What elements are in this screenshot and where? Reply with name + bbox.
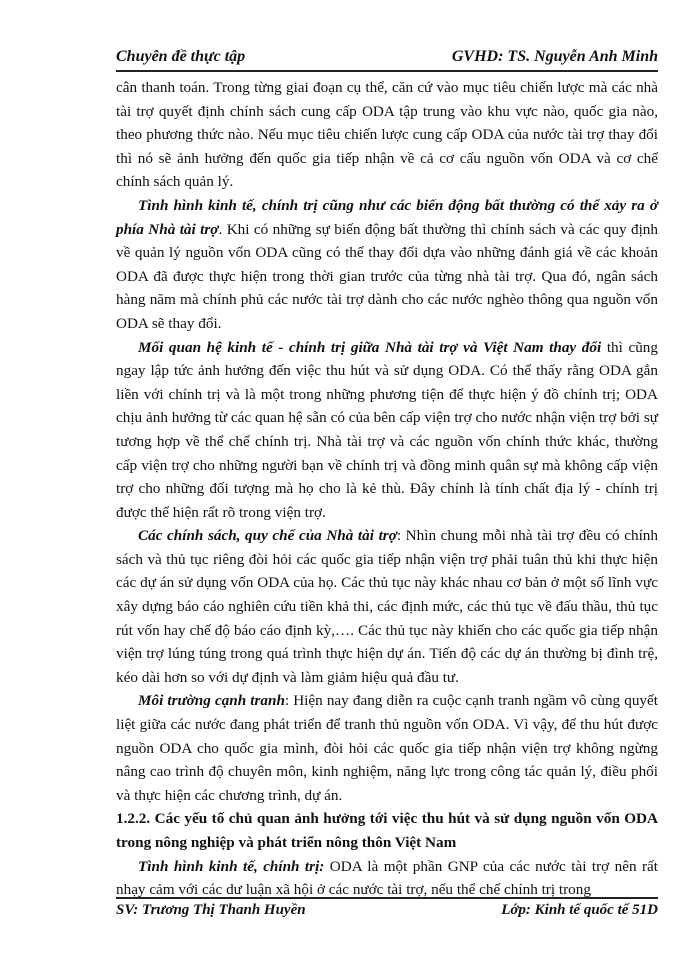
paragraph-4-lead: Các chính sách, quy chế của Nhà tài trợ [138,527,397,545]
page-header [116,36,658,72]
footer-class: Lớp: Kinh tế quốc tế 51D [501,902,658,918]
paragraph-2 [116,194,658,336]
page-footer [116,897,658,919]
paragraph-3-lead: Mối quan hệ kinh tế - chính trị giữa Nhà tài trợ và Việt Nam thay đổi [138,338,602,356]
paragraph-3-text: thì cũng ngay lập tức ảnh hưởng đến việc thu hút và sử dụng ODA. Có thể thấy rằng ODA gắn liền với chính trị và là một trong những phương tiện để thực hiện ý đồ chính trị; ODA chịu ảnh hưởng từ các quan hệ sẵn có của bên cấp viện trợ cho nước nhận viện trợ bởi sự tương hợp về thể chế chính trị. Nhà tài trợ và các nguồn vốn chính thức khác, thường cấp viện trợ cho những người bạn về chính trị và đồng minh quân sự mà không cấp viện trợ cho những đối tượng mà họ cho là kẻ thù. Đây chính là tính chất địa lý - chính trị được thể hiện rất rõ trong viện trợ. [116,338,658,521]
paragraph-5-text: : Hiện nay đang diễn ra cuộc cạnh tranh ngầm vô cùng quyết liệt giữa các nước đang phát triển để tranh thủ nguồn vốn ODA. Vì vậy, để thu hút được nguồn ODA cho quốc gia mình, đòi hỏi các quốc gia tiếp nhận viện trợ không ngừng nâng cao trình độ chuyên môn, kinh nghiệm, năng lực trong công tác quản lý, điều phối và thực hiện các chương trình, dự án. [116,692,658,804]
paragraph-1-text: cân thanh toán. Trong từng giai đoạn cụ thể, căn cứ vào mục tiêu chiến lược mà các nhà tài trợ quyết định chính sách cung cấp ODA tập trung vào khu vực nào, quốc gia nào, theo phương thức nào. Nếu mục tiêu chiến lược cung cấp ODA của nước tài trợ thay đổi thì nó sẽ ảnh hưởng đến quốc gia tiếp nhận về cả cơ cấu nguồn vốn ODA và cơ chế chính sách quản lý. [116,79,658,191]
paragraph-6-lead: Tình hình kinh tế, chính trị: [138,857,325,875]
paragraph-5-lead: Môi trường cạnh tranh [138,692,285,710]
section-heading: 1.2.2. Các yếu tố chủ quan ảnh hưởng tới việc thu hút và sử dụng nguồn vốn ODA trong nông nghiệp và phát triển nông thôn Việt Nam [116,810,658,851]
header-supervisor: GVHD: TS. Nguyễn Anh Minh [451,48,658,65]
paragraph-5 [116,689,658,807]
paragraph-3 [116,336,658,525]
paragraph-2-text: . Khi có những sự biến động bất thường thì chính sách và các quy định về quản lý nguồn vốn ODA cũng có thể thay đổi dựa vào những đánh giá về các khoản ODA đã được thực hiện trong thời gian trước của từng nhà tài trợ. Qua đó, ngân sách hàng năm mà chính phủ các nước tài trợ dành cho các nước nghèo thông qua nguồn vốn ODA sẽ thay đổi. [116,220,658,332]
page-body [116,76,658,902]
paragraph-6-text: ODA là một phần GNP của các nước tài trợ nên rất nhạy cảm với các dư luận xã hội ở các nước tài trợ, nếu thể chế chính trị trong [116,857,658,899]
paragraph-2-lead: Tình hình kinh tế, chính trị cũng như các biến động bất thường có thể xảy ra ở phía Nhà tài trợ [116,196,658,238]
paragraph-4 [116,524,658,689]
paragraph-6 [116,855,658,902]
footer-student: SV: Trương Thị Thanh Huyền [116,902,306,918]
paragraph-1 [116,76,658,194]
header-title: Chuyên đề thực tập [116,48,246,65]
paragraph-4-text: : Nhìn chung mỗi nhà tài trợ đều có chính sách và thủ tục riêng đòi hỏi các quốc gia tiếp nhận viện trợ phải tuân thủ khi thực hiện các dự án sử dụng vốn ODA của họ. Các thủ tục này khác nhau cơ bản ở một số lĩnh vực xây dựng báo cáo nghiên cứu tiền khả thi, các định mức, các thủ tục về đấu thầu, thủ tục rút vốn hay chế độ báo cáo định kỳ,…. Các thủ tục này khiến cho các quốc gia tiếp nhận viện trợ lúng túng trong quá trình thực hiện dự án. Tiến độ các dự án thường bị đình trệ, kéo dài hơn so với dự định và làm giảm hiệu quả đầu tư. [116,527,658,686]
